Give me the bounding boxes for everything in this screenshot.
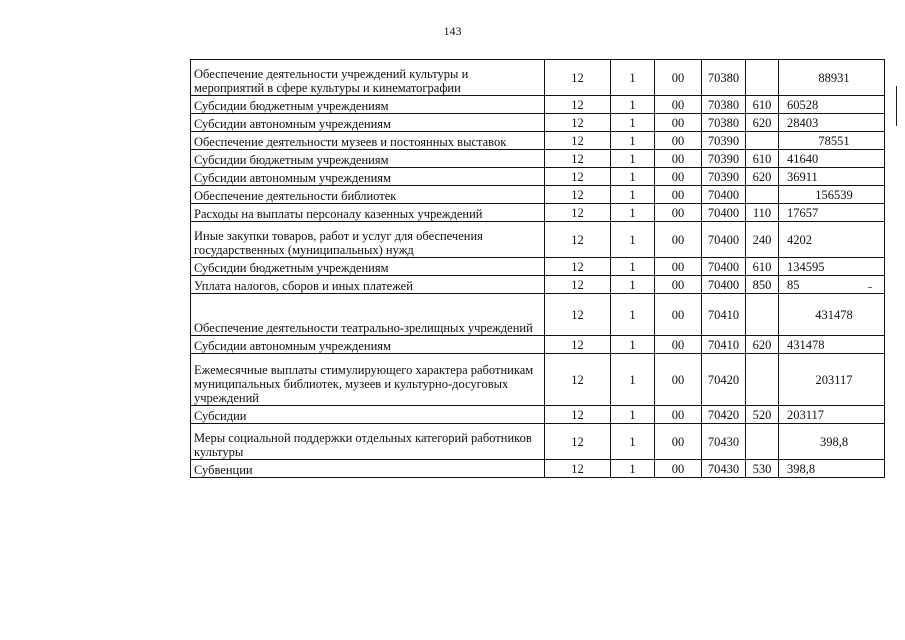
row-name: Субсидии бюджетным учреждениям [191,258,545,276]
row-expense-type: 610 [746,258,779,276]
row-expense-type: 520 [746,406,779,424]
table-row [191,168,885,186]
row-subsection: 1 [611,204,655,222]
row-target-article: 70380 [702,60,746,96]
table-row [191,294,885,336]
row-section: 12 [545,460,611,478]
row-subsection: 1 [611,168,655,186]
row-subsection: 1 [611,96,655,114]
row-subsection: 1 [611,60,655,96]
row-target-article: 70380 [702,114,746,132]
row-program: 00 [655,132,702,150]
table-row [191,258,885,276]
row-name: Субсидии [191,406,545,424]
row-expense-type [746,424,779,460]
row-target-article: 70420 [702,354,746,406]
row-expense-type [746,60,779,96]
table-row [191,354,885,406]
row-section: 12 [545,114,611,132]
table-row [191,60,885,96]
row-target-article: 70400 [702,258,746,276]
scan-edge-mark [896,86,897,126]
row-program: 00 [655,294,702,336]
row-program: 00 [655,60,702,96]
row-target-article: 70420 [702,406,746,424]
row-section: 12 [545,354,611,406]
row-subsection: 1 [611,276,655,294]
row-program: 00 [655,424,702,460]
row-expense-type [746,294,779,336]
row-name: Обеспечение деятельности учреждений культуры и мероприятий в сфере культуры и кинематографии [191,60,545,96]
row-target-article: 70430 [702,460,746,478]
row-name: Субсидии автономным учреждениям [191,168,545,186]
row-program: 00 [655,336,702,354]
row-subsection: 1 [611,258,655,276]
row-amount: 36911 [779,168,885,186]
row-name: Субвенции [191,460,545,478]
row-expense-type: 620 [746,114,779,132]
row-program: 00 [655,258,702,276]
row-target-article: 70380 [702,96,746,114]
row-section: 12 [545,222,611,258]
row-section: 12 [545,168,611,186]
row-program: 00 [655,168,702,186]
row-name: Обеспечение деятельности театрально-зрелищных учреждений [191,294,545,336]
row-subsection: 1 [611,132,655,150]
row-expense-type: 110 [746,204,779,222]
row-section: 12 [545,336,611,354]
row-subsection: 1 [611,424,655,460]
row-name: Уплата налогов, сборов и иных платежей [191,276,545,294]
row-target-article: 70390 [702,168,746,186]
row-name: Обеспечение деятельности библиотек [191,186,545,204]
row-target-article: 70430 [702,424,746,460]
row-subsection: 1 [611,222,655,258]
row-target-article: 70400 [702,276,746,294]
table-row [191,114,885,132]
row-target-article: 70410 [702,336,746,354]
row-program: 00 [655,460,702,478]
row-section: 12 [545,406,611,424]
table-row [191,96,885,114]
row-section: 12 [545,258,611,276]
row-expense-type: 610 [746,150,779,168]
row-name: Иные закупки товаров, работ и услуг для обеспечения государственных (муниципальных) нужд [191,222,545,258]
row-expense-type: 850 [746,276,779,294]
row-subsection: 1 [611,354,655,406]
row-target-article: 70400 [702,186,746,204]
row-amount: 134595 [779,258,885,276]
row-program: 00 [655,186,702,204]
row-name: Ежемесячные выплаты стимулирующего характера работникам муниципальных библиотек, музеев и культурно-досуговых учреждений [191,354,545,406]
row-section: 12 [545,60,611,96]
row-expense-type [746,354,779,406]
table-row [191,424,885,460]
row-expense-type: 610 [746,96,779,114]
row-program: 00 [655,114,702,132]
table-row [191,222,885,258]
row-subsection: 1 [611,150,655,168]
row-section: 12 [545,96,611,114]
table-row [191,336,885,354]
row-amount: 203117 [779,354,885,406]
row-expense-type: 530 [746,460,779,478]
row-section: 12 [545,294,611,336]
row-amount: 41640 [779,150,885,168]
row-amount: 17657 [779,204,885,222]
row-program: 00 [655,406,702,424]
table-row [191,406,885,424]
row-section: 12 [545,150,611,168]
row-expense-type: 620 [746,336,779,354]
row-section: 12 [545,204,611,222]
row-name: Субсидии автономным учреждениям [191,114,545,132]
row-expense-type: 620 [746,168,779,186]
row-amount: 78551 [779,132,885,150]
row-section: 12 [545,132,611,150]
row-program: 00 [655,354,702,406]
row-target-article: 70390 [702,150,746,168]
row-amount: 398,8 [779,424,885,460]
row-amount: 4202 [779,222,885,258]
row-subsection: 1 [611,336,655,354]
row-section: 12 [545,276,611,294]
table-row [191,460,885,478]
row-program: 00 [655,276,702,294]
row-program: 00 [655,96,702,114]
row-subsection: 1 [611,186,655,204]
row-amount: 88931 [779,60,885,96]
row-name: Расходы на выплаты персоналу казенных учреждений [191,204,545,222]
row-amount: 203117 [779,406,885,424]
row-program: 00 [655,222,702,258]
row-target-article: 70400 [702,222,746,258]
scan-speck [868,287,872,288]
row-amount: 398,8 [779,460,885,478]
table-row [191,132,885,150]
row-subsection: 1 [611,460,655,478]
row-target-article: 70390 [702,132,746,150]
row-program: 00 [655,204,702,222]
row-name: Субсидии автономным учреждениям [191,336,545,354]
row-section: 12 [545,186,611,204]
row-subsection: 1 [611,114,655,132]
row-expense-type [746,132,779,150]
table-row [191,276,885,294]
row-expense-type [746,186,779,204]
row-amount: 60528 [779,96,885,114]
row-name: Меры социальной поддержки отдельных категорий работников культуры [191,424,545,460]
table-row [191,204,885,222]
budget-table [190,59,885,478]
table-row [191,186,885,204]
row-name: Субсидии бюджетным учреждениям [191,96,545,114]
row-amount: 28403 [779,114,885,132]
row-section: 12 [545,424,611,460]
row-target-article: 70410 [702,294,746,336]
row-amount: 431478 [779,336,885,354]
row-amount: 85 [779,276,885,294]
row-amount: 156539 [779,186,885,204]
row-name: Субсидии бюджетным учреждениям [191,150,545,168]
row-program: 00 [655,150,702,168]
row-subsection: 1 [611,294,655,336]
row-name: Обеспечение деятельности музеев и постоянных выставок [191,132,545,150]
row-subsection: 1 [611,406,655,424]
row-amount: 431478 [779,294,885,336]
row-target-article: 70400 [702,204,746,222]
page-number: 143 [443,24,462,38]
table-row [191,150,885,168]
row-expense-type: 240 [746,222,779,258]
